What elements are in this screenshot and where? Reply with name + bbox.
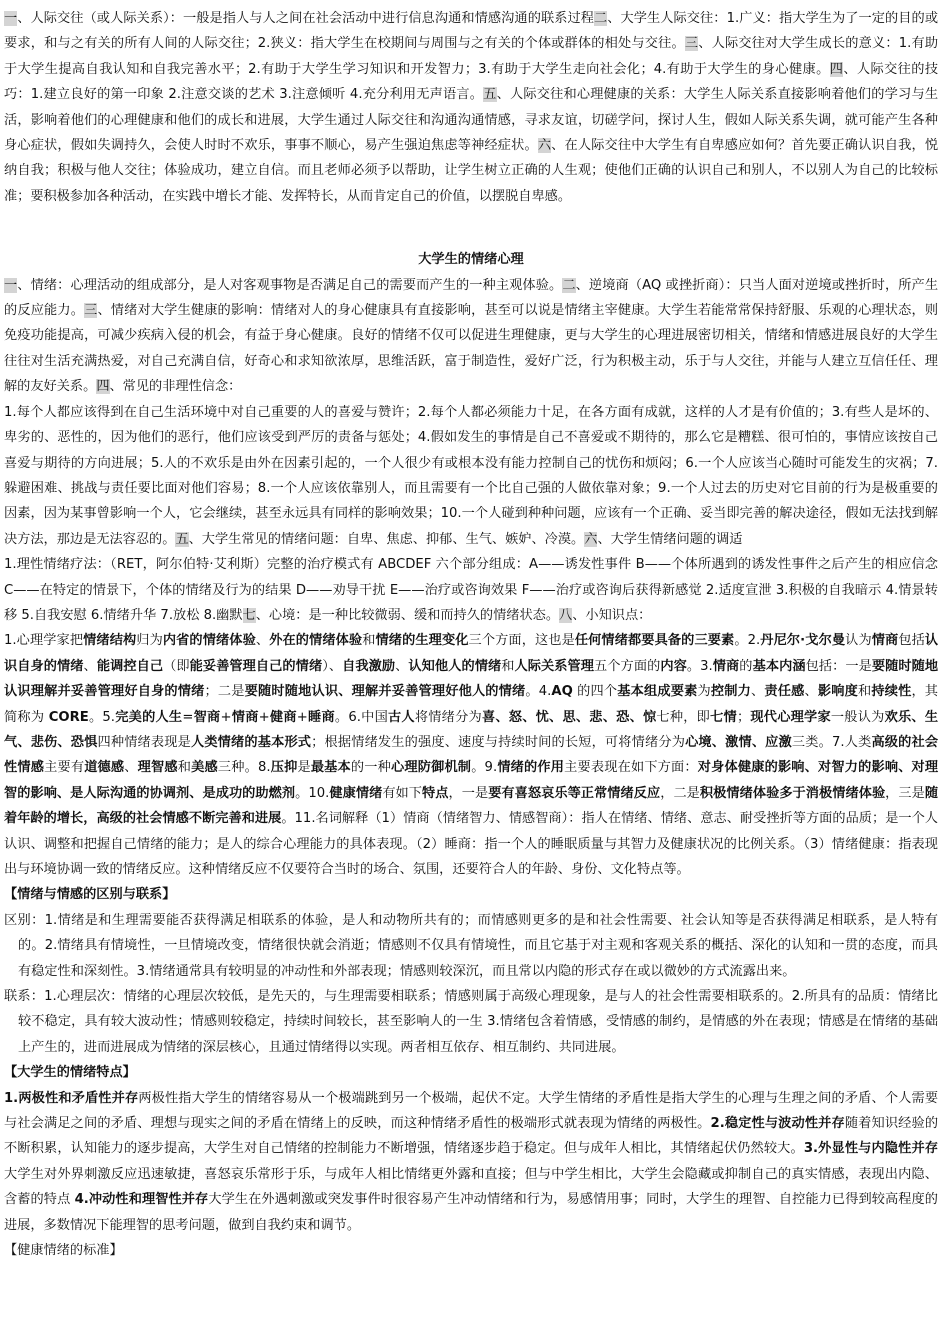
section-number-marker: 五 [175,531,189,547]
text-run: 、人际交往的技巧：1.建立良好的第一印象 2.注意交谈的艺术 3.注意倾听 4.充分利用无声语言。 [4,61,939,103]
text-run: 主要表现在如下方面： [564,760,698,776]
bold-term: 自我激励 [342,658,396,674]
text-run: ，一是 [448,785,489,801]
adjustment-paragraph [4,552,938,628]
text-run: 、大学生人际交往：1.广义：指大学生为了一定的目的或要求，和与之有关的所有人间的人际交往；2.狭义：指大学生在校期间与周围与之有关的个体或群体的相处与交往。 [4,11,939,52]
text-run: 大学生对外界刺激反应迅速敏捷，喜怒哀乐常形于乐，与成年人相比情绪更外露和直接；但与中学生相比，大学生会隐藏或抑制自己的真实情感，表现出内隐、含蓄的特点 [4,1166,938,1208]
bold-term: 外在的情绪体验 [269,633,363,649]
heading-student-emotion-traits: 【大学生的情绪特点】 [4,1065,136,1081]
bold-term: 欢乐、生气、悲伤、恐惧 [4,709,939,750]
connection-paragraph: 联系：1.心理层次：情绪的心理层次较低，是先天的，与生理需要相联系；情感则属于高级心理现象，是与人的社会性需要相联系的。2.所具有的品质：情绪比较不稳定，具有较大波动性；情感则较稳定，持续时间较长，甚至影响人的一生 3.情绪包含着情感，受情感的制约，是情感的外在表现；情感是在情绪的基础上产生的，进而进展成为情绪的深层核心，且通过情绪得以实现。两者相互依存、相互制约、共同进展。 [4,989,938,1055]
bold-term: AQ [551,684,573,700]
text-run: 、大学生常见的情绪问题：自卑、焦虑、抑郁、生气、嫉妒、冷漠。 [188,531,585,547]
bold-term: 影响度 [817,684,858,700]
text-run: 、情绪对大学生健康的影响：情绪对人的身心健康具有直接影响，甚至可以说是情绪主宰健康。大学生若能常常保持舒服、乐观的心理状态，则免疫功能提高，可减少疾病入侵的机会，有益于身心健康。良好的情绪不仅可以促进生理健康，更与大学生的心理进展密切相关，情绪和情感进展良好的大学生往往对生活充满热爱，对自己充满自信，好奇心和求知欲浓厚，思维活跃，富于制造性，爱好广泛，行为积极主动，乐于与人交往，并能与人建立互信任任、理解的友好关系。 [4,303,939,395]
text-run: 和 [857,684,872,700]
text-run: = [182,709,194,725]
text-run: 、人际交往对大学生成长的意义：1.有助于大学生提高自我认知和自我完善水平；2.有助于大学生学习知识和开发智力；3.有助于大学生走向社会化；4.有助于大学生的身心健康。 [4,36,939,77]
bold-term: 任何情绪都要具备的三要素 [574,633,735,649]
text-run: 两极性指大学生的情绪容易从一个极端跳到另一个极端，起伏不定。大学生情绪的矛盾性是指大学生的心理与生理之间的矛盾、个人需要与社会满足之间的矛盾、理想与现实之间的矛盾在情绪上的反映，而这种情绪矛盾性的极端形式就表现为情绪的两极性。 [4,1090,939,1132]
text-run: 、在人际交往中大学生有自卑感应如何？首先要正确认识自我，悦纳自我；积极与他人交往；体验成功，建立自信。而且老师必须予以帮助，让学生树立正确的人生观；使他们正确的认识自己和别人，不以别人为自己的比较标准；要积极参加各种活动，在实践中增长才能、发挥特长，从而肯定自己的价值，以摆脱自卑感。 [4,138,939,204]
text-run: 的 [739,658,753,674]
text-run: ；二是 [204,684,245,700]
text-run: 和 [501,658,515,674]
text-run: 大学生在外遇刺激或突发事件时很容易产生冲动情绪和行为，易感情用事；同时，大学生的理智、自控能力已得到较高程度的进展，多数情况下能理智的思考问题，做到自我约束和调节。 [4,1192,938,1233]
text-run: 是 [297,760,311,776]
bold-term: 情商 [871,633,899,649]
bold-term: 2.稳定性与波动性并存 [710,1116,845,1132]
text-run: 三种。8. [217,760,271,776]
text-run: 一般认为 [830,709,885,725]
bold-term: 对身体健康的影响、对智力的影响、对理智的影响、是人际沟通的协调剂、是成功的助燃剂 [4,760,939,801]
text-run: ；根据情绪发生的强度、速度与持续时间的长短，可将情绪分为 [311,734,686,750]
text-run: 和 [177,760,192,776]
text-run: 1.理性情绪疗法：（RET，阿尔伯特·艾利斯）完整的治疗模式有 ABCDEF 六个部分组成：A——诱发性事件 B——个体所遇到的诱发性事件之后产生的相应信念 C——在特定的情景下，个体的情绪及行为的结果 D——劝导干扰 E——治疗或咨询效果 F——治疗或咨询后获得新感觉 2.适度宣泄 3.积极的自我暗示 4.情景转移 5.自我安慰 6.情绪升华 7.放松 8.幽默 [4,557,938,623]
bold-term: 随着年龄的增长，高级的社会情感不断完善和进展 [4,785,939,827]
section-number-marker: 一 [4,277,18,293]
bold-term: 健商 [269,709,297,725]
text-run: 、常见的非理性信念： [109,379,242,395]
text-run: （即 [163,658,190,674]
text-run: 。5. [88,709,115,725]
bold-term: 认识自身的情绪 [4,633,939,674]
text-run: ）、 [322,658,343,674]
bold-term: 基本内涵 [752,658,806,674]
text-run: 包括 [898,633,925,649]
text-run: 。11.名词解释（1）情商（情绪智力、情感智商）：指人在情绪、情绪、意志、耐受挫折等方面的品质；是一个人认识、调整和把握自己情绪的能力；是人的综合心理能力的具体表现。（2）睡商：指一个人的睡眠质量与其智力及健康状况的比例关系。（3）情绪健康：指表现出与环境协调一致的情绪反应。这种情绪反应不仅要符合当时的场合、氛围，还要符合人的年龄、身份、文化特点等。 [4,811,938,877]
bold-term: 特点 [422,785,449,801]
section-number-marker: 二 [593,11,608,26]
text-run: 的四个 [572,684,618,700]
heading-emotion-vs-feeling: 【情绪与情感的区别与联系】 [4,887,176,903]
bold-term: 情绪结构 [83,633,137,649]
section-number-marker: 六 [537,138,552,154]
heading-healthy-emotion-standard: 【健康情绪的标准】 [4,1243,123,1259]
text-run: 五个方面的 [594,658,661,674]
text-run: + [220,709,232,725]
bold-term: 完美的人生 [115,709,183,725]
text-run: 1.心理学家把 [4,633,84,649]
text-run: 、 [83,658,97,674]
bold-term: 情绪的生理变化 [375,633,469,649]
bold-term: 要随时随地认识、理解并妥善管理好他人的情绪 [244,684,526,700]
bold-term: 人类情绪的基本形式 [190,734,312,750]
bold-term: 基本组成要素 [617,684,698,700]
text-run: 、 [124,760,138,776]
text-run: 。4. [525,684,552,700]
bold-term: 责任感 [764,684,805,700]
text-run: ，其简称为 [4,684,938,725]
text-run: ； [736,709,751,725]
bold-term: 控制力 [710,684,751,700]
text-run: ，三是 [885,785,925,801]
bold-term: 古人 [387,709,415,725]
text-run: 四种情绪表现是 [97,734,191,750]
text-run: 。3. [686,658,713,674]
bold-term: 人际关系管理 [514,658,595,674]
bold-term: 认知他人的情绪 [408,658,502,674]
bold-term: 内容 [660,658,687,674]
text-run: 认为 [845,633,872,649]
bold-term: 能调控自己 [96,658,164,674]
bold-term: 要有喜怒哀乐等正常情绪反应 [488,785,661,801]
text-run: 、 [804,684,818,700]
text-run: 归为 [136,633,163,649]
text-run: + [258,709,270,725]
bold-term: 要随时随地认识理解并妥善管理好自身的情绪 [4,658,939,700]
section-number-marker: 八 [559,607,573,623]
section-title: 大学生的情绪心理 [418,252,524,268]
text-run: 、人际交往和心理健康的关系：大学生人际关系直接影响着他们的学习与生活，影响着他们的心理健康和他们的成长和进展，大学生通过人际交往和沟通沟通情感，寻求友谊，切磋学问，探讨人生，假如人际关系失调，就可能产生各种身心症状，假如失调持久，会使人时时不欢乐，事事不顺心，易产生强迫焦虑等神经症状。 [4,87,939,154]
text-run: 有如下 [382,785,423,801]
text-run: 随着知识经验的不断积累，认知能力的逐步提高，大学生对自己情绪的控制能力不断增强，情绪逐步趋于稳定。但与成年人相比，其情绪起伏仍然较大。 [4,1116,939,1157]
section-number-marker: 二 [562,277,576,293]
interpersonal-paragraph [4,6,938,209]
text-run: 、情绪：心理活动的组成部分，是人对客观事物是否满足自己的需要而产生的一种主观体验。 [17,277,563,293]
bold-term: 3.外显性与内隐性并存 [803,1141,939,1157]
knowledge-points-paragraph [4,628,938,882]
section-number-marker: 七 [242,607,256,623]
text-run: 主要有 [44,760,85,776]
bold-term: 1.两极性和矛盾性并存 [4,1090,139,1106]
bold-term: 美感 [191,760,218,776]
text-run: 。6.中国 [334,709,388,725]
section-number-marker: 六 [584,531,598,547]
text-run: 、大学生情绪问题的调适 [597,531,743,547]
bold-term: 睡商 [307,709,335,725]
bold-term: 理智感 [137,760,178,776]
bold-term: 最基本 [310,760,351,776]
section-number-marker: 四 [829,61,844,77]
emotion-paragraph [4,273,938,400]
section-number-marker: 四 [96,379,110,395]
bold-term: 喜、怒、忧、思、悲、恐、惊 [481,709,657,725]
bold-term: 智商 [193,709,221,725]
bold-term: 心境、激情、应激 [685,734,792,750]
bold-term: 道德感 [84,760,125,776]
text-run: 1.每个人都应该得到在自己生活环境中对自己重要的人的喜爱与赞许；2.每个人都必须能力十足，在各方面有成就，这样的人才是有价值的；3.有些人是坏的、卑劣的、恶性的，因为他们的恶行，他们应该受到严厉的责备与惩处；4.假如发生的事情是自己不喜爱或不期待的，那么它是糟糕、很可怕的，事情应该按自己喜爱与期待的方向进展；5.人的不欢乐是由外在因素引起的，一个人很少有或根本没有能力控制自己的忧伤和烦闷；6.一个人应该当心随时可能发生的灾祸；7.躲避困难、挑战与责任要比面对他们容易；8.一个人应该依靠别人，而且需要有一个比自己强的人做依靠对象；9.一个人过去的历史对它目前的行为是极重要的因素，因为某事曾影响一个人，它会继续，甚至永远具有同样的影响效果；10.一个人碰到种种问题，应该有一个正确、妥当即完善的解决途径，假如无法找到解决方法，那边是无法容忍的。 [4,404,938,547]
section-number-marker: 三 [684,36,699,52]
text-run: 将情绪分为 [414,709,482,725]
text-run: 、人际交往（或人际关系）：一般是指人与人之间在社会活动中进行信息沟通和情感沟通的联系过程 [17,11,594,26]
text-run: 和 [362,633,376,649]
bold-term: 内省的情绪体验 [162,633,256,649]
text-run: 。9. [471,760,498,776]
text-run: 、 [750,684,765,700]
text-run: 、小知识点： [572,607,652,623]
bold-term: 压抑 [270,760,298,776]
bold-term: 心理防御机制 [391,760,472,776]
bold-term: CORE [48,709,89,725]
bold-term: 情商 [231,709,259,725]
text-run: 七种，即 [656,709,711,725]
bold-term: 七情 [710,709,737,725]
text-run: 、逆境商（AQ 或挫折商）：只当人面对逆境或挫折时，所产生的反应能力。 [4,277,939,319]
bold-term: 健康情绪 [329,785,383,801]
section-number-marker: 三 [84,303,98,319]
bold-term: 持续性 [871,684,912,700]
bold-term: 能妥善管理自己的情绪 [189,658,323,674]
text-run: 包括：一是 [805,658,872,674]
text-run: + [296,709,308,725]
bold-term: 积极情绪体验多于消极情绪体验 [699,785,886,801]
difference-paragraph: 区别：1.情绪是和生理需要能否获得满足相联系的体验，是人和动物所共有的；而情感则更多的是和社会性需要、社会认知等是否获得满足相联系，是人特有的。2.情绪具有情境性，一旦情境改变，情绪很快就会消逝；情感则不仅具有情境性，而且它基于对主观和客观关系的概括、深化的认知和一贯的态度，而具有稳定性和深刻性。3.情绪通常具有较明显的冲动性和外部表现；情感则较深沉，而且常以内隐的形式存在或以微妙的方式流露出来。 [4,912,938,979]
traits-paragraph [4,1086,938,1238]
section-number-marker: 五 [483,87,497,103]
text-run: 三类。7.人类 [791,734,872,750]
text-run: 、 [255,633,270,649]
bold-term: 4.冲动性和理智性并存 [74,1192,209,1208]
section-number-marker: 一 [4,11,18,26]
text-run: 、心境：是一种比较微弱、缓和而持久的情绪状态。 [255,607,560,623]
bold-term: 现代心理学家 [750,709,831,725]
text-run: 、 [395,658,409,674]
bold-term: 丹尼尔·戈尔曼 [760,633,846,649]
text-run: 为 [697,684,711,700]
bold-term: 情商 [712,658,740,674]
bold-term: 情绪的作用 [497,760,565,776]
text-run: 。10. [295,785,330,801]
text-run: 。2. [734,633,761,649]
text-run: 的一种 [350,760,391,776]
irrational-beliefs-paragraph [4,400,938,552]
text-run: 三个方面，这也是 [468,633,575,649]
text-run: ，二是 [660,785,700,801]
bold-term: 高级的社会性情感 [4,734,939,776]
